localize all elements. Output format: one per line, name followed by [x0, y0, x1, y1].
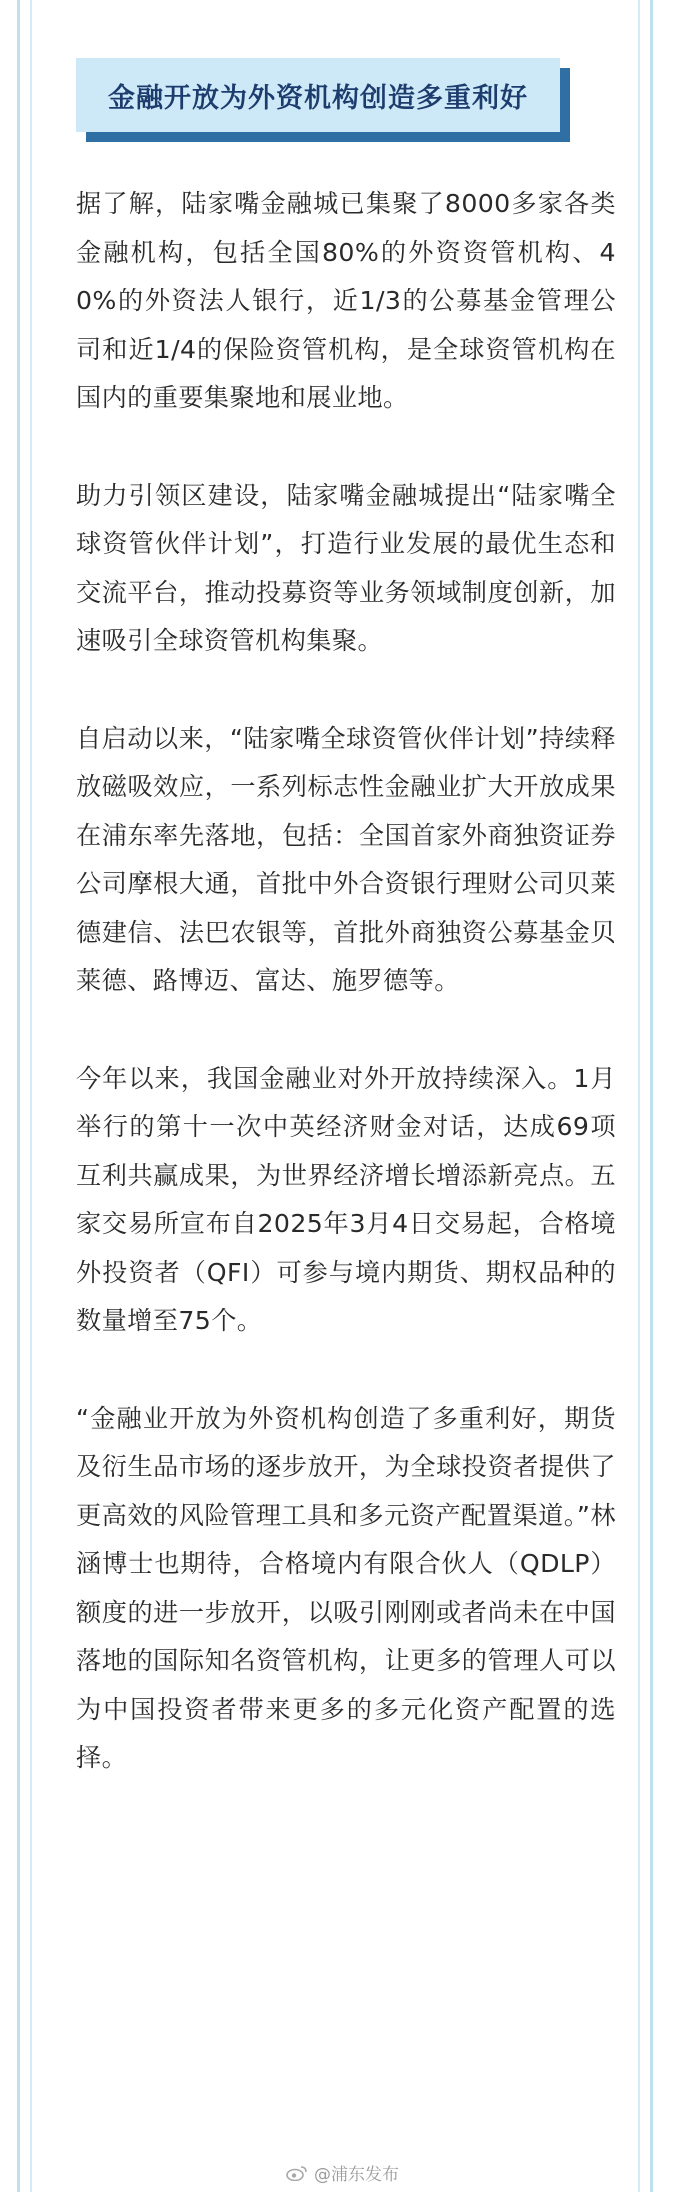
paragraph-1: 据了解，陆家嘴金融城已集聚了8000多家各类金融机构，包括全国80%的外资资管机构、40%的外资法人银行，近1/3的公募基金管理公司和近1/4的保险资管机构，是全球资管机构在国内的重要集聚地和展业地。	[76, 189, 616, 412]
paragraph-4: 今年以来，我国金融业对外开放持续深入。1月举行的第十一次中英经济财金对话，达成69项互利共赢成果，为世界经济增长增添新亮点。五家交易所宣布自2025年3月4日交易起，合格境外投资者（QFI）可参与境内期货、期权品种的数量增至75个。	[76, 1063, 616, 1335]
watermark-text: @浦东发布	[314, 2165, 399, 2185]
title-box	[76, 58, 560, 132]
paragraph-2: 助力引领区建设，陆家嘴金融城提出“陆家嘴全球资管伙伴计划”，打造行业发展的最优生态和交流平台，推动投募资等业务领域制度创新，加速吸引全球资管机构集聚。	[76, 480, 616, 655]
section-title: 金融开放为外资机构创造多重利好	[108, 82, 528, 114]
article-body	[76, 180, 616, 1832]
section-title-block	[76, 58, 570, 144]
paragraph-3: 自启动以来，“陆家嘴全球资管伙伴计划”持续释放磁吸效应，一系列标志性金融业扩大开放成果在浦东率先落地，包括：全国首家外商独资证券公司摩根大通，首批中外合资银行理财公司贝莱德建信、法巴农银等，首批外商独资公募基金贝莱德、路博迈、富达、施罗德等。	[76, 723, 616, 995]
paragraph-5: “金融业开放为外资机构创造了多重利好，期货及衍生品市场的逐步放开，为全球投资者提供了更高效的风险管理工具和多元资产配置渠道。”林涵博士也期待，合格境内有限合伙人（QDLP）额度的进一步放开，以吸引刚刚或者尚未在中国落地的国际知名资管机构，让更多的管理人可以为中国投资者带来更多的多元化资产配置的选择。	[76, 1403, 616, 1772]
watermark	[286, 2160, 399, 2185]
weibo-icon	[286, 2165, 308, 2181]
